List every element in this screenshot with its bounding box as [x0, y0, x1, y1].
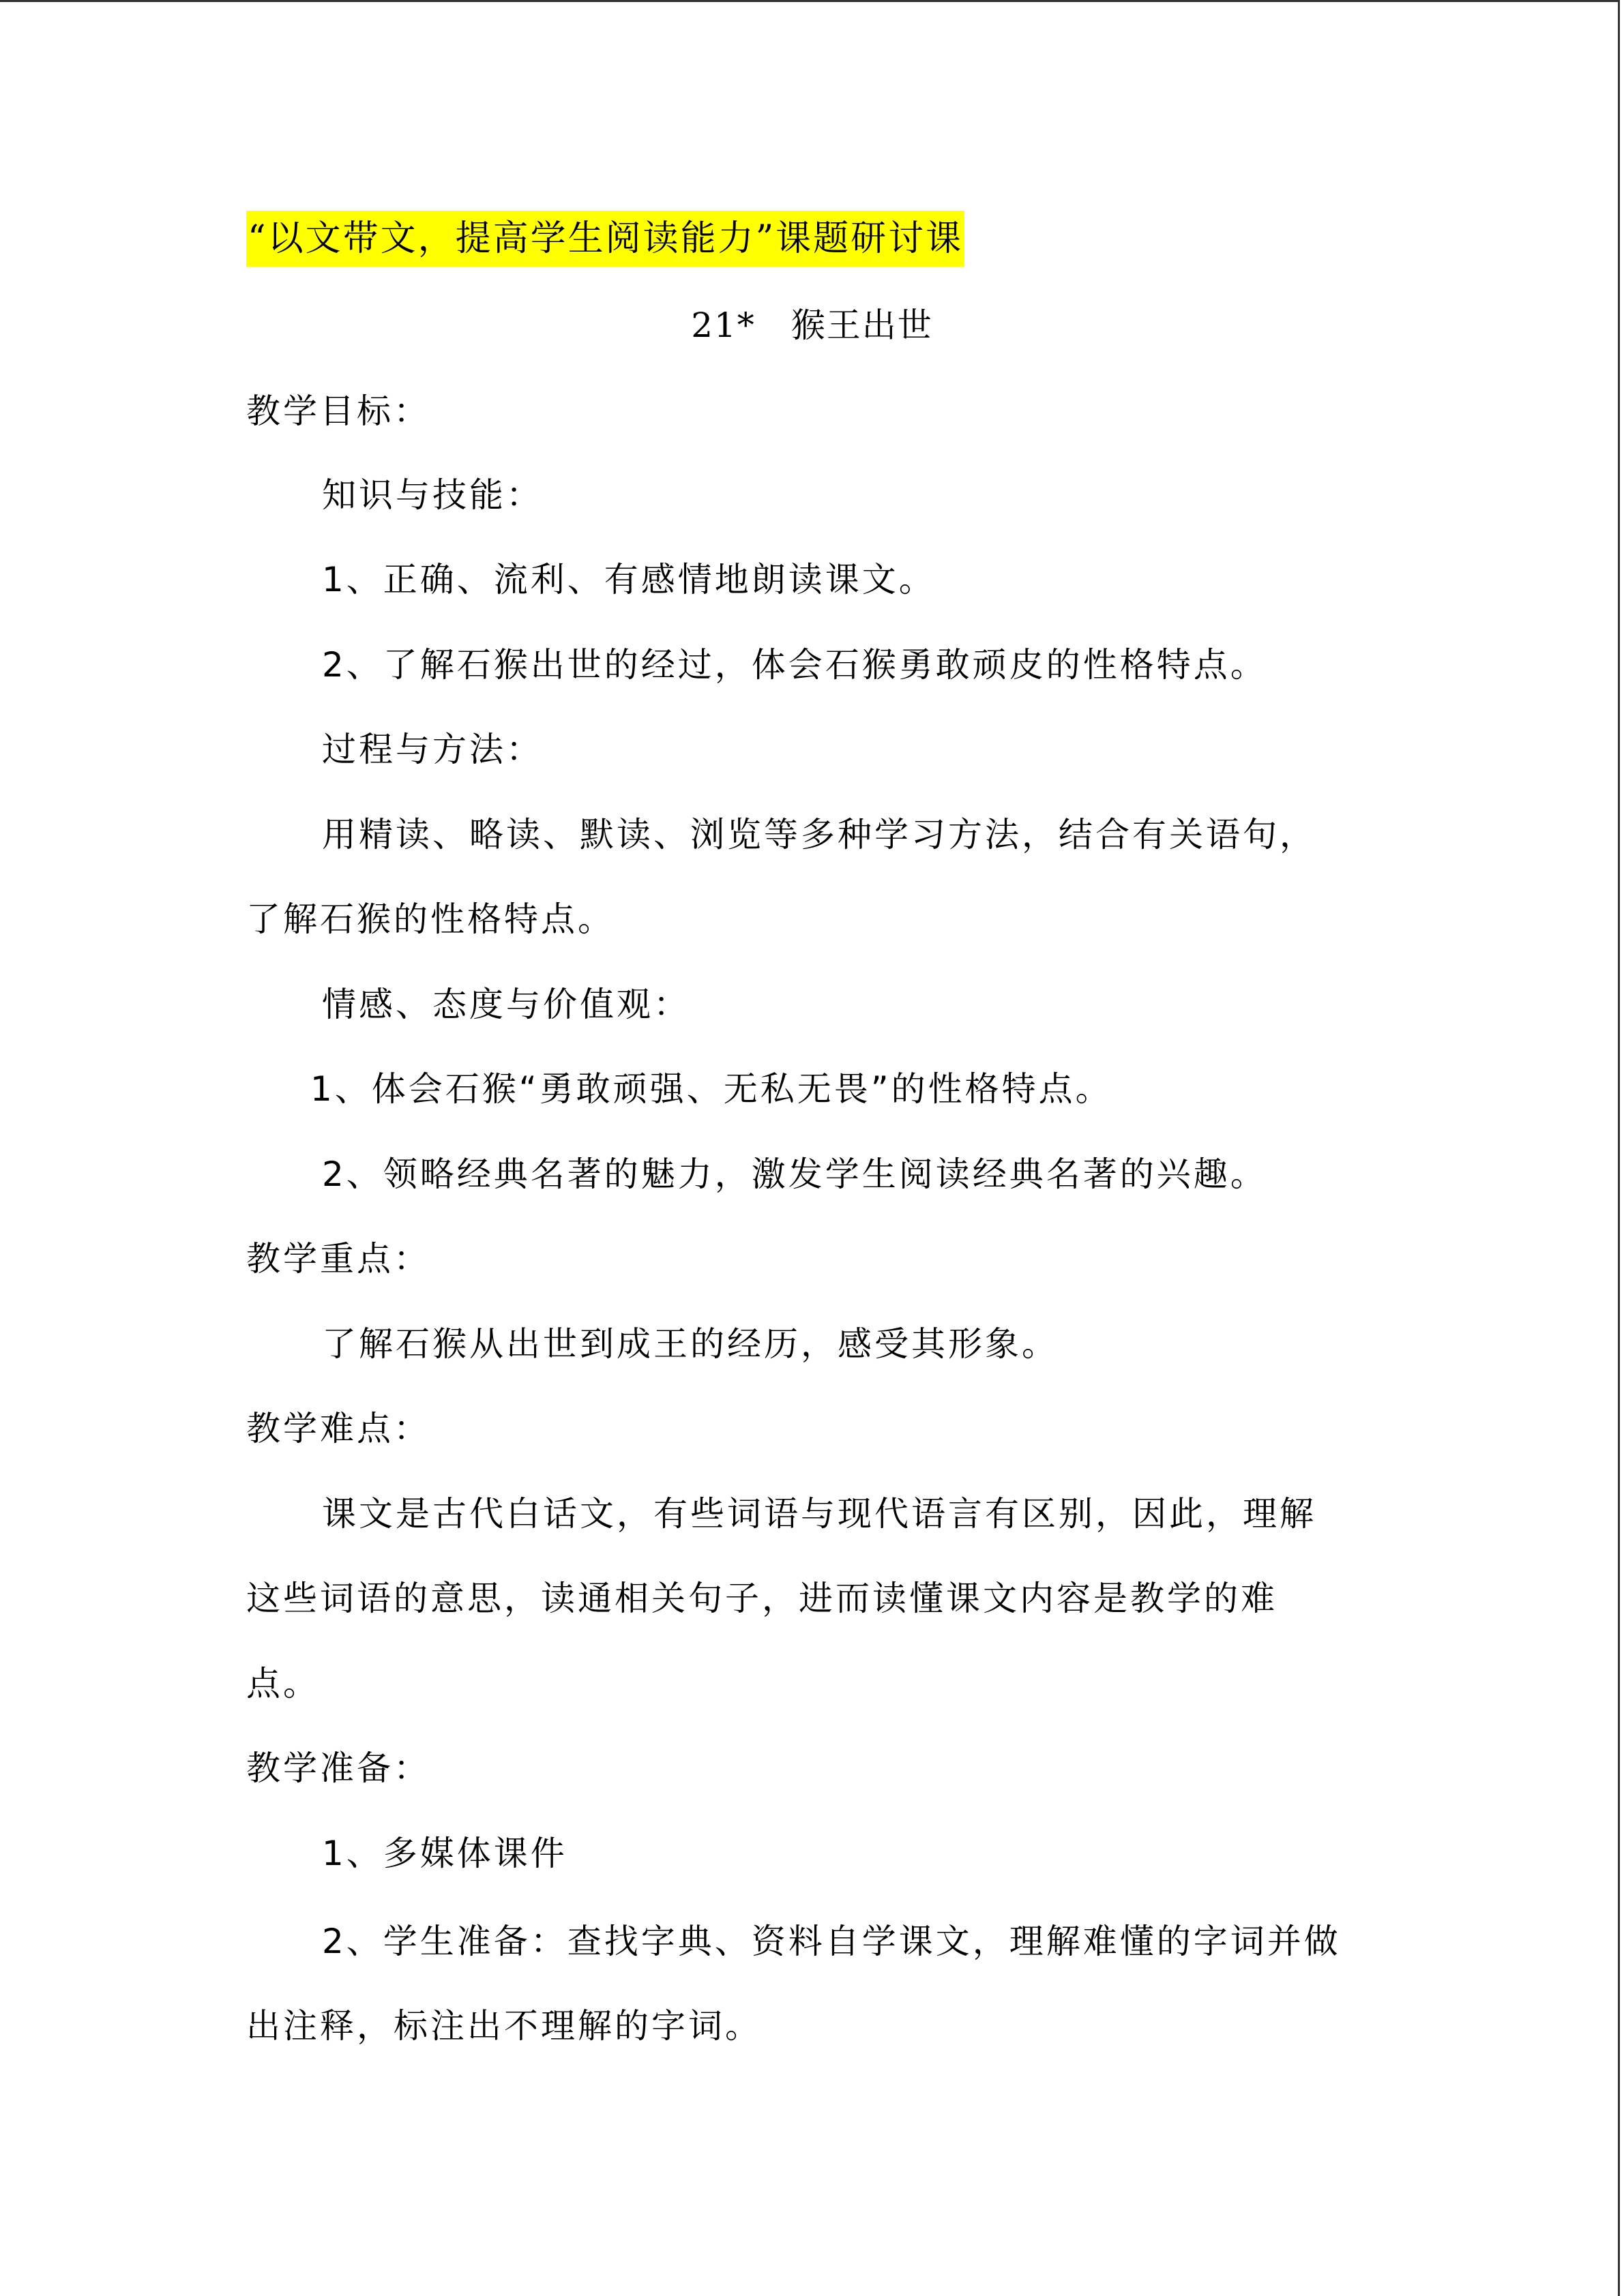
- lesson-title: 21* 猴王出世: [691, 305, 933, 345]
- difficulties-text-line: 这些词语的意思，读通相关句子，进而读懂课文内容是教学的难: [246, 1579, 1278, 1618]
- knowledge-skills-heading: 知识与技能：: [322, 475, 543, 515]
- emotion-item: 2、领略经典名著的魅力，激发学生阅读经典名著的兴趣。: [322, 1154, 1267, 1194]
- key-points-heading: 教学重点：: [246, 1239, 430, 1279]
- difficulties-text-line: 点。: [246, 1664, 320, 1703]
- document-title: “以文带文，提高学生阅读能力”课题研讨课: [246, 211, 964, 267]
- knowledge-item: 2、了解石猴出世的经过，体会石猴勇敢顽皮的性格特点。: [322, 645, 1267, 685]
- process-methods-heading: 过程与方法：: [322, 730, 543, 769]
- key-points-text-line: 了解石猴从出世到成王的经历，感受其形象。: [322, 1324, 1059, 1364]
- difficulties-text-line: 课文是古代白话文，有些词语与现代语言有区别，因此，理解: [322, 1494, 1316, 1534]
- preparation-heading: 教学准备：: [246, 1748, 430, 1788]
- preparation-item: 1、多媒体课件: [322, 1834, 567, 1873]
- preparation-item: 2、学生准备：查找字典、资料自学课文，理解难懂的字词并做: [322, 1922, 1341, 1961]
- process-text-line: 用精读、略读、默读、浏览等多种学习方法，结合有关语句，: [322, 815, 1316, 854]
- knowledge-item: 1、正确、流利、有感情地朗读课文。: [322, 560, 936, 599]
- process-text-line: 了解石猴的性格特点。: [246, 899, 615, 939]
- emotion-item: 1、体会石猴“勇敢顽强、无私无畏”的性格特点。: [310, 1069, 1112, 1109]
- emotion-values-heading: 情感、态度与价值观：: [322, 985, 690, 1024]
- preparation-item-continued: 出注释，标注出不理解的字词。: [246, 2006, 762, 2046]
- difficulties-heading: 教学难点：: [246, 1409, 430, 1448]
- objectives-heading: 教学目标：: [246, 391, 430, 431]
